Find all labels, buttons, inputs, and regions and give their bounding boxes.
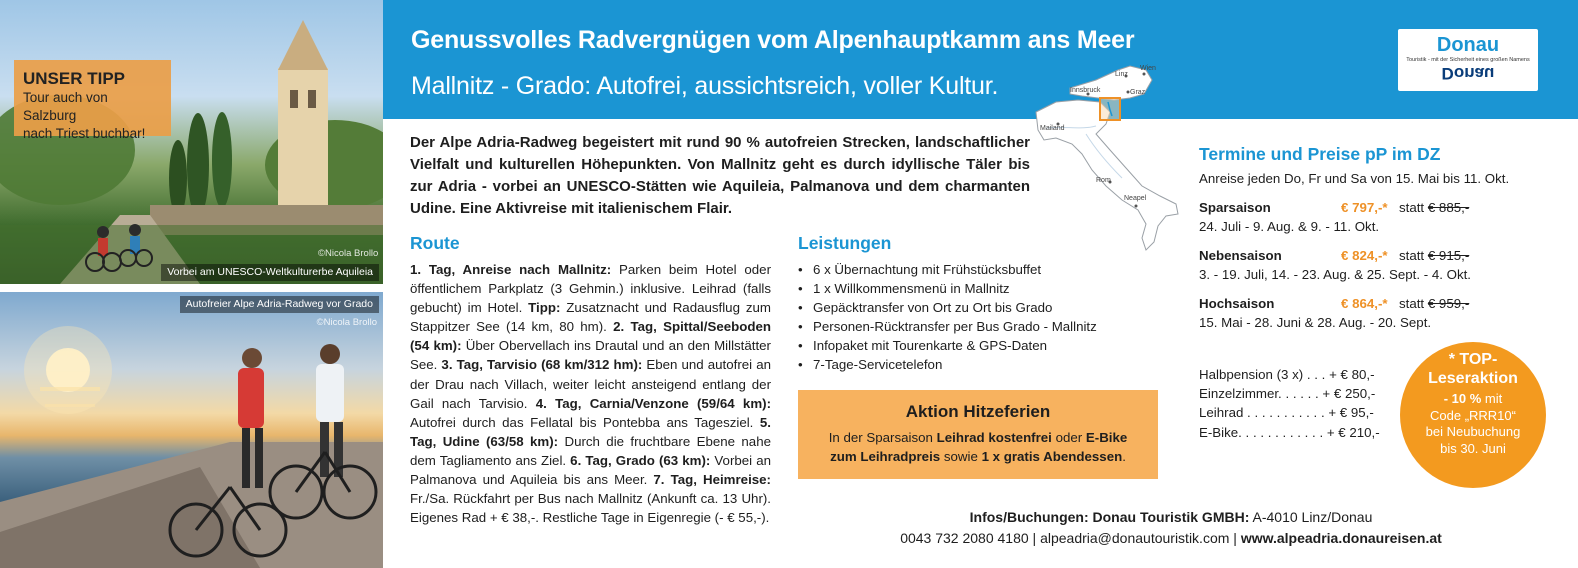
route-map [1026, 54, 1186, 254]
season-block [1199, 294, 1529, 332]
season-old-price: statt € 959,- [1399, 296, 1470, 311]
donau-logo [1396, 27, 1540, 93]
map-label-neapel: Neapel [1124, 195, 1147, 202]
footer-address: A-4010 Linz/Donau [1249, 509, 1373, 525]
intro-text: Der Alpe Adria-Radweg begeistert mit rund 90 % autofreien Strecken, landschaftlicher Vielfalt und kulturellen Höhepunkten. Von Mallnitz geht es durch idyllische Täler bis zur Adria - vorbei an UNESCO-Stätten wie Aquileia, Palmanova und dem charmanten Udine. Eine Aktivreise mit italienischem Flair. [410, 134, 1030, 217]
route-day-1-head: 1. Tag, Anreise nach Mallnitz: [410, 262, 612, 277]
season-old-price: statt € 915,- [1399, 248, 1470, 263]
season-name: Sparsaison [1199, 200, 1271, 215]
badge-line-5: bei Neubuchung [1425, 424, 1521, 439]
route-day-7-head: 7. Tag, Heimreise: [653, 472, 771, 488]
route-tip-body: Zusatznacht und Radausflug zum Stappitzer See (14 km, 80 hm). [410, 300, 771, 335]
tip-title: UNSER TIPP [23, 69, 126, 88]
promo-text-part: In der Sparsaison [828, 430, 937, 445]
extras-list [1199, 365, 1380, 442]
headline: Genussvolles Radvergnügen vom Alpenhauptkamm ans Meer [411, 26, 1135, 54]
map-italy [1036, 100, 1178, 250]
grado-illustration [0, 292, 383, 568]
season-price: € 864,-* [1341, 296, 1388, 311]
route-day-7-body: Fr./Sa. Rückfahrt per Bus nach Mallnitz (Ankunft ca. 13 Uhr). Eigenes Rad + € 38,-. Restliche Tage in Eigenregie (- € 55,-). [410, 491, 771, 526]
promo-text [798, 429, 1158, 466]
photo-caption-top: Vorbei am UNESCO-Weltkulturerbe Aquileia [161, 264, 379, 281]
promo-ebike: E-Bike [1085, 430, 1128, 445]
badge-discount: - 10 % mit [1443, 391, 1503, 406]
season-price: € 797,-* [1341, 200, 1388, 215]
tip-line-2: nach Triest buchbar! [23, 126, 146, 141]
season-block [1199, 198, 1529, 236]
logo-tagline: Touristik - mit der Sicherheit eines großen Namens [1406, 57, 1530, 63]
service-item: • 7-Tage-Servicetelefon [798, 355, 1097, 374]
map-label-graz: Graz [1130, 89, 1146, 96]
services-list [798, 260, 1097, 375]
tip-box [14, 60, 171, 141]
promo-free-bike: Leihrad kostenfrei [936, 430, 1052, 445]
photo-grado [0, 292, 383, 568]
photo-caption-bottom: Autofreier Alpe Adria-Radweg vor Grado [180, 296, 379, 313]
route-tip-head: Tipp: [528, 300, 561, 316]
photo-credit-top: ©Nicola Brollo [318, 248, 379, 259]
season-dates: 15. Mai - 28. Juni & 28. Aug. - 20. Sept. [1199, 315, 1432, 330]
badge-line-6: bis 30. Juni [1440, 440, 1506, 456]
service-item: • Personen-Rücktransfer per Bus Grado - Mallnitz [798, 317, 1097, 336]
reader-offer-badge [1400, 342, 1546, 488]
route-day-3-head: 3. Tag, Tarvisio (68 km/312 hm): [441, 357, 643, 373]
logo-mirrored-wordmark: Donau [1441, 64, 1495, 83]
footer-contact [897, 507, 1445, 549]
route-day-1-body: Parken beim Hotel oder öffentlichem Parkplatz (3 Gehmin.) inklusive. Leihrad (falls gebucht) im Hotel. [410, 262, 772, 316]
map-label-innsbruck: Innsbruck [1070, 87, 1101, 94]
map-label-rom: Rom [1096, 177, 1111, 184]
season-old-price: statt € 885,- [1399, 200, 1470, 215]
route-day-2-body: Über Obervellach ins Drautal und an den Millstätter See. [410, 338, 771, 373]
footer-line-2 [897, 528, 1445, 549]
route-day-4-head: 4. Tag, Carnia/Venzone (59/64 km): [535, 395, 771, 411]
subline: Mallnitz - Grado: Autofrei, aussichtsreich, voller Kultur. [411, 72, 999, 100]
season-dates: 24. Juli - 9. Aug. & 9. - 11. Okt. [1199, 219, 1380, 234]
footer-website-link[interactable]: www.alpeadria.donaureisen.at [1240, 530, 1442, 546]
promo-text-part: . [1122, 448, 1126, 464]
season-name: Hochsaison [1199, 296, 1275, 311]
photo-credit-bottom: ©Nicola Brollo [316, 317, 377, 328]
season-price: € 824,-* [1341, 248, 1388, 263]
arrival-info: Anreise jeden Do, Fr und Sa von 15. Mai bis 11. Okt. [1199, 171, 1510, 186]
promo-bike-price: zum Leihradpreis [830, 448, 941, 464]
extra-item: E-Bike. . . . . . . . . . . . + € 210,- [1199, 424, 1380, 440]
promo-box [798, 390, 1158, 479]
service-item: • 6 x Übernachtung mit Frühstücksbuffet [798, 260, 1097, 279]
footer-contact-details: 0043 732 2080 4180 | alpeadria@donautouristik.com | [900, 530, 1241, 546]
route-day-6-head: 6. Tag, Grado (63 km): [570, 452, 711, 468]
route-day-6-body: Vorbei an Palmanova und Aquileia bis ans Meer. [410, 452, 771, 488]
tip-line-1: Tour auch von Salzburg [23, 90, 108, 123]
service-item: • Gepäcktransfer von Ort zu Ort bis Grado [798, 298, 1097, 317]
logo-wordmark: Donau [1436, 34, 1500, 56]
promo-text-part: sowie [940, 448, 982, 464]
extra-item: Leihrad . . . . . . . . . . . + € 95,- [1199, 405, 1374, 421]
extra-item: Halbpension (3 x) . . . + € 80,- [1199, 367, 1375, 382]
route-day-5-body: Durch die fruchtbare Ebene nahe dem Tagliamento ans Ziel. [410, 433, 771, 468]
route-day-2-head: 2. Tag, Spittal/Seeboden (54 km): [410, 319, 771, 354]
route-day-4-body: Autofrei durch das Fellatal bis Pontebba ans Tagesziel. [410, 414, 760, 430]
services-title: Leistungen [798, 233, 892, 253]
promo-text-part: oder [1051, 430, 1086, 445]
promo-dinner: 1 x gratis Abendessen [981, 448, 1123, 464]
season-dates: 3. - 19. Juli, 14. - 23. Aug. & 25. Sept. - 4. Okt. [1199, 267, 1471, 282]
map-label-wien: Wien [1140, 65, 1156, 72]
footer-label: Infos/Buchungen: Donau Touristik GMBH: [969, 509, 1250, 525]
service-item: • Infopaket mit Tourenkarte & GPS-Daten [798, 336, 1097, 355]
route-day-3-body: Eben und autofrei an der Drau nach Villach, weiter leicht ansteigend entlang der Gail nach Tarvisio. [410, 357, 771, 411]
promo-title: Aktion Hitzeferien [905, 402, 1051, 421]
route-title: Route [410, 233, 460, 253]
route-day-5-head: 5. Tag, Udine (63/58 km): [410, 414, 771, 449]
season-block [1199, 246, 1529, 284]
footer-line-1 [897, 507, 1445, 528]
route-text [410, 260, 771, 527]
photo-divider [0, 284, 383, 292]
badge-code: Code „RRR10“ [1430, 407, 1516, 423]
prices-title: Termine und Preise pP im DZ [1199, 144, 1441, 164]
badge-title-1: * TOP- [1448, 351, 1498, 368]
badge-title-2: Leseraktion [1428, 370, 1518, 387]
map-label-linz: Linz [1115, 71, 1128, 78]
map-label-mailand: Mailand [1040, 125, 1065, 132]
extra-item: Einzelzimmer. . . . . . + € 250,- [1199, 386, 1376, 402]
season-name: Nebensaison [1199, 248, 1282, 263]
service-item: • 1 x Willkommensmenü in Mallnitz [798, 279, 1097, 298]
